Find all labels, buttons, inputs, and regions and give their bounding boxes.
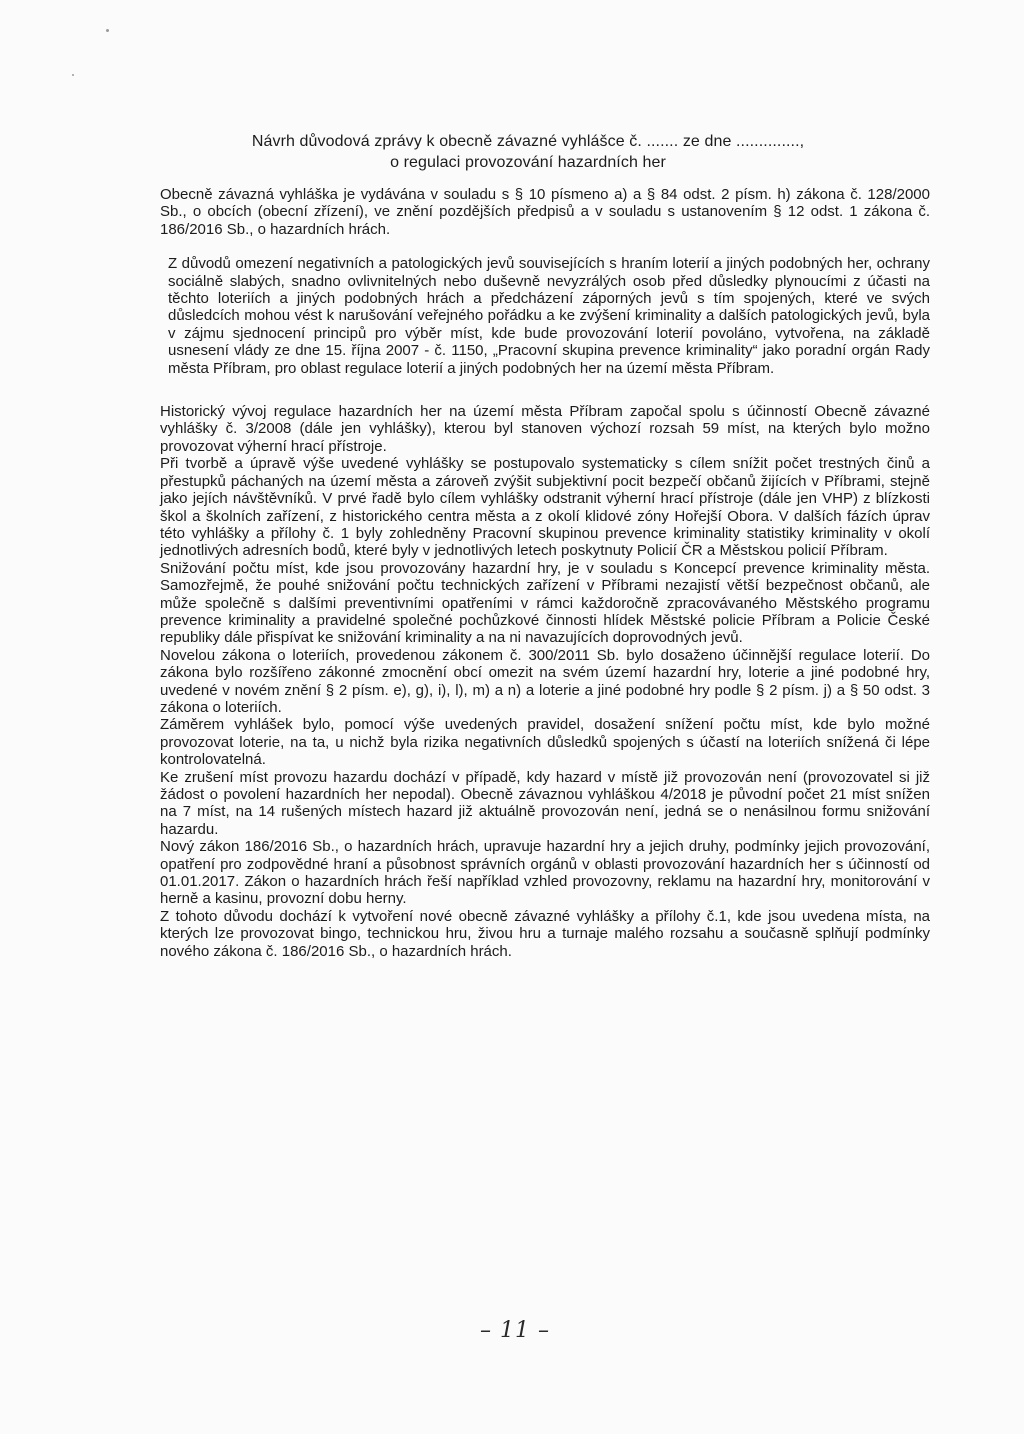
- paragraph-cancellation: Ke zrušení míst provozu hazardu dochází v případě, kdy hazard v místě již provozován není (provozovatel si již žádost o povolení hazardních her nepodal). Obecně závaznou vyhláškou 4/2018 je původní počet 21 míst snížen na 7 míst, na 14 rušených místech hazard již aktuálně provozován není, jedná se o nenásilnou formu snižování hazardu.: [160, 768, 930, 838]
- paragraph-reduction: Snižování počtu míst, kde jsou provozovány hazardní hry, je v souladu s Koncepcí prevence kriminality města. Samozřejmě, že pouhé snižování počtu technických zařízení v Příbrami nezajistí větší bezpečnost občanů, ale může společně s dalšími preventivními opatřeními v rámci každoročně zpracovávaného Městského programu prevence kriminality a pravidelné společné pochůzkové činnosti hlídek Městské policie Příbram a Policie České republiky dále přispívat ke snižování kriminality a na ni navazujících doprovodných jevů.: [160, 559, 930, 647]
- paragraph-legal-basis: Obecně závazná vyhláška je vydávána v souladu s § 10 písmeno a) a § 84 odst. 2 písm. h) zákona č. 128/2000 Sb., o obcích (obecní zřízení), ve znění pozdějších předpisů a v souladu s ustanovením § 12 odst. 1 zákona č. 186/2016 Sb., o hazardních hrách.: [160, 186, 930, 238]
- title-line-2: o regulaci provozování hazardních her: [390, 154, 666, 171]
- paragraph-reasons: Z důvodů omezení negativních a patologických jevů souvisejících s hraním loterií a jiných podobných her, ochrany sociálně slabých, snadno ovlivnitelných nebo duševně nevyzrálých osob před důsledky plynoucími z účasti na těchto loteriích a jiných podobných hrách a předcházení záporných jevů s tím spojených, které ve svých důsledcích mohou vést k narušování veřejného pořádku a ke zvýšení kriminality a dalších patologických jevů, byla v zájmu sjednocení principů pro výběr míst, kde bude provozování loterií povoláno, vytvořena, na základě usnesení vlády ze dne 15. října 2007 - č. 1150, „Pracovní skupina prevence kriminality“ jako poradní orgán Rady města Příbram, pro oblast regulace loterií a jiných podobných her na území města Příbram.: [168, 255, 930, 377]
- paragraph-new-law: Nový zákon 186/2016 Sb., o hazardních hrách, upravuje hazardní hry a jejich druhy, podmínky jejich provozování, opatření pro zodpovědné hraní a působnost správních orgánů v oblasti provozování hazardních her s účinností od 01.01.2017. Zákon o hazardních hrách řeší například vzhled provozovny, reklamu na hazardní hry, monitorování v herně a kasinu, provozní dobu herny.: [160, 838, 930, 908]
- paragraph-creation: Při tvorbě a úpravě výše uvedené vyhlášky se postupovalo systematicky s cílem snížit počet trestných činů a přestupků páchaných na území města a zároveň zvýšit subjektivní pocit bezpečí občanů žijících v Příbrami, stejně jako jejích návštěvníků. V prvé řadě bylo cílem vyhlášky odstranit výherní hrací přístroje (dále jen VHP) z blízkosti škol a školních zařízení, z historického centra města a z okolí klidové zóny Hořejší Obora. V dalších fázích úprav této vyhlášky a přílohy č. 1 byly zohledněny Pracovní skupinou prevence kriminality statistiky kriminality v okolí jednotlivých adresních bodů, které byly v jednotlivých letech poskytnuty Policií ČR a Městskou policií Příbram.: [160, 455, 930, 560]
- paragraph-intent: Záměrem vyhlášek bylo, pomocí výše uvedených pravidel, dosažení snížení počtu míst, kde bylo možné provozovat loterie, na ta, u nichž byla rizika negativních důsledků spojených s účastí na loteriích snížená či lépe kontrolovatelná.: [160, 716, 930, 769]
- scan-speck: [72, 74, 74, 76]
- paragraph-amendment: Novelou zákona o loteriích, provedenou zákonem č. 300/2011 Sb. bylo dosaženo účinnější regulace loterií. Do zákona bylo rozšířeno zákonné zmocnění obcí omezit na svém území hazardní hry, loterie a jiné podobné hry, uvedené v novém znění § 2 písm. e), g), i), l), m) a n) a loterie a jiné podobné hry podle § 2 písm. j) a § 50 odst. 3 zákona o loteriích.: [160, 646, 930, 716]
- page-number: – 11 –: [480, 1318, 550, 1343]
- paragraph-history: Historický vývoj regulace hazardních her na území města Příbram započal spolu s účinností Obecně závazné vyhlášky č. 3/2008 (dále jen vyhlášky), kterou byl stanoven výchozí rozsah 59 míst, na kterých bylo možno provozovat výherní hrací přístroje.: [160, 403, 930, 455]
- paragraph-conclusion: Z tohoto důvodu dochází k vytvoření nové obecně závazné vyhlášky a přílohy č.1, kde jsou uvedena místa, na kterých lze provozovat bingo, technickou hru, živou hru a turnaje malého rozsahu a současně splňují podmínky nového zákona č. 186/2016 Sb., o hazardních hrách.: [160, 907, 930, 960]
- document-title: [158, 131, 898, 173]
- title-line-1: Návrh důvodová zprávy k obecně závazné vyhlášce č. ....... ze dne ..............,: [251, 133, 805, 150]
- scan-speck: [106, 29, 109, 32]
- document-body: [160, 186, 930, 960]
